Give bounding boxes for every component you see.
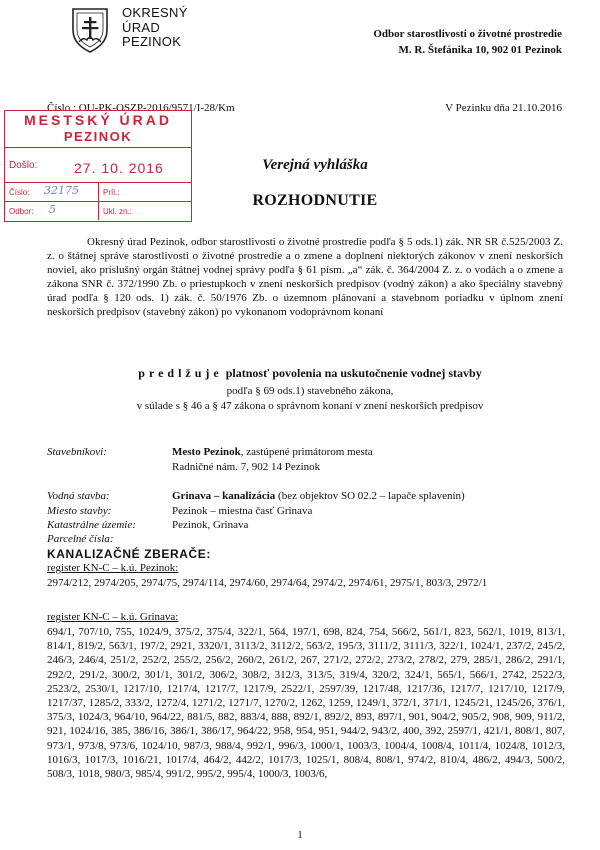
public-notice-title: Verejná vyhláška xyxy=(262,157,368,173)
site-value: Pezinok – miestna časť Grinava xyxy=(172,505,313,517)
extends-word: predlžuje xyxy=(138,366,223,380)
stamp-subtitle: PEZINOK xyxy=(63,129,133,144)
register-grinava-label: register KN-C – k.ú. Grinava: xyxy=(47,611,179,623)
reference-number: Číslo : OU-PK-OSZP-2016/9571/I-28/Km xyxy=(47,102,235,114)
water-structure-value xyxy=(172,490,465,502)
office-name-line2: ÚRAD xyxy=(122,19,161,35)
stamp-file-label: Ukl. zn.: xyxy=(103,207,132,216)
water-structure-rest: (bez objektov SO 02.2 – lapače splavenín) xyxy=(275,490,465,502)
stamp-department-value: 5 xyxy=(49,203,56,216)
office-name-line1: OKRESNÝ xyxy=(122,5,188,20)
extends-rest: platnosť povolenia na uskutočnenie vodnej stavby xyxy=(225,366,482,380)
cadastre-value: Pezinok, Grinava xyxy=(172,519,249,531)
register-grinava-parcels: 694/1, 707/10, 755, 1024/9, 375/2, 375/4, 322/1, 564, 197/1, 698, 824, 754, 566/2, 561/1, 823, 562/1, 1019, 813/1, 814/1, 819/2, 563/1, 197/2, 2921, 3320/1, 3113/2, 3112/2, 563/2, 195/3, 3111/2, 3111/3, 322/1, 1024/1, 237/2, 245/2, 246/3, 246/4, 251/2, 252/2, 255/2, 256/2, 260/2, 261/2, 267, 271/2, 272/2, 273/2, 278/2, 279, 285/1, 286/2, 291/1, 292/2, 291/2, 300/2, 301/1, 301/2, 306/2, 308/2, 312/3, 313/5, 319/4, 320/2, 324/1, 565/1, 566/1, 2742, 2522/3, 2523/2, 2530/1, 1217/10, 1217/4, 1217/7, 1217/9, 2522/1, 2597/39, 1217/48, 1217/36, 1217/7, 1217/10, 1217/9, 1217/37, 1285/2, 333/2, 1272/4, 1271/2, 1271/7, 1270/2, 1262, 1259, 1249/1, 372/1, 371/1, 1245/21, 1245/26, 376/1, 375/3, 1024/3, 964/10, 964/22, 881/5, 882, 883/4, 888, 892/1, 892/2, 893, 897/1, 901, 904/2, 905/2, 908, 909, 911/2, 921, 1024/16, 385, 386/16, 386/1, 386/17, 964/22, 958, 954, 951, 944/2, 943/2, 400, 392, 2597/1, 421/1, 808/1, 807, 973/1, 973/8, 973/6, 1024/10, 987/3, 988/4, 992/1, 996/3, 1000/1, 1003/3, 1004/4, 1008/4, 1011/4, 1024/8, 1012/3, 1016/3, 1017/3, 1016/21, 1017/4, 464/2, 442/2, 1017/3, 1025/1, 808/4, 808/1, 974/2, 810/4, 486/2, 494/3, 500/2, 508/3, 1018, 980/3, 985/4, 991/2, 995/2, 995/4, 1000/3, 1003/6, xyxy=(47,626,565,781)
stamp-received-label: Došlo: xyxy=(9,160,38,171)
department-name: Odbor starostlivosti o životné prostredie xyxy=(373,28,562,40)
extension-procedure-basis: v súlade s § 46 a § 47 zákona o správnom konaní v znení neskorších predpisov xyxy=(136,400,484,412)
site-label: Miesto stavby: xyxy=(47,505,112,517)
slovak-coat-of-arms-icon xyxy=(70,6,110,54)
stamp-department-label: Odbor: xyxy=(9,207,34,216)
stamp-number-value: 32175 xyxy=(44,184,79,197)
builder-name-rest: , zastúpené primátorom mesta xyxy=(240,446,373,458)
parcel-numbers-label: Parcelné čísla: xyxy=(47,533,114,545)
office-name-line3: PEZINOK xyxy=(122,34,182,49)
water-structure-name: Grinava – kanalizácia xyxy=(172,490,276,502)
extension-statement xyxy=(0,366,600,381)
stamp-number-label: Číslo: xyxy=(9,188,30,197)
builder-name-bold: Mesto Pezinok xyxy=(172,446,241,458)
water-structure-label: Vodná stavba: xyxy=(47,490,110,502)
extension-legal-basis: podľa § 69 ods.1) stavebného zákona, xyxy=(226,385,394,397)
builder-label: Stavebníkovi: xyxy=(47,446,107,458)
stamp-attachments-label: Príl.: xyxy=(103,188,120,197)
builder-address: Radničné nám. 7, 902 14 Pezinok xyxy=(172,461,321,473)
department-street: M. R. Štefánika 10, 902 01 Pezinok xyxy=(398,44,562,56)
page-number: 1 xyxy=(297,829,303,841)
register-pezinok-label: register KN-C – k.ú. Pezinok: xyxy=(47,562,179,574)
decision-title: ROZHODNUTIE xyxy=(252,192,378,209)
stamp-received-date: 27. 10. 2016 xyxy=(74,160,164,176)
register-pezinok-parcels: 2974/212, 2974/205, 2974/75, 2974/114, 2974/60, 2974/64, 2974/2, 2974/61, 2975/1, 803/3, 2972/1 xyxy=(47,577,488,589)
intro-paragraph: Okresný úrad Pezinok, odbor starostlivosti o životné prostredie podľa § 5 ods.1) zák. NR SR č.525/2003 Z. z. o štátnej správe starostlivosti o životné prostredie a o zmene a doplnení niektorých zákonov v znení neskorších noviel, ako príslušný orgán štátnej vodnej správy podľa § 61 písm. „a“ zák. č. 364/2004 Z. z. o vodách a o zmene a zákona SNR č. 372/1990 Zb. o priestupkoch v znení neskorších predpisov (vodný zákon) a ako špeciálny stavebný úrad podľa § 120 ods. 1) zák. č. 50/1976 Zb. o územnom plánovaní a stavebnom poriadku v úplnom znení neskorších predpisov (stavebný zákon) po vykonanom vodoprávnom konaní xyxy=(47,236,563,318)
builder-name xyxy=(172,446,373,458)
office-name xyxy=(122,6,188,50)
place-date: V Pezinku dňa 21.10.2016 xyxy=(445,102,562,114)
department-address xyxy=(373,26,562,58)
stamp-title: MESTSKÝ ÚRAD xyxy=(23,112,172,128)
sewer-collectors-heading: KANALIZAČNÉ ZBERAČE: xyxy=(47,547,211,561)
cadastre-label: Katastrálne územie: xyxy=(47,519,136,531)
